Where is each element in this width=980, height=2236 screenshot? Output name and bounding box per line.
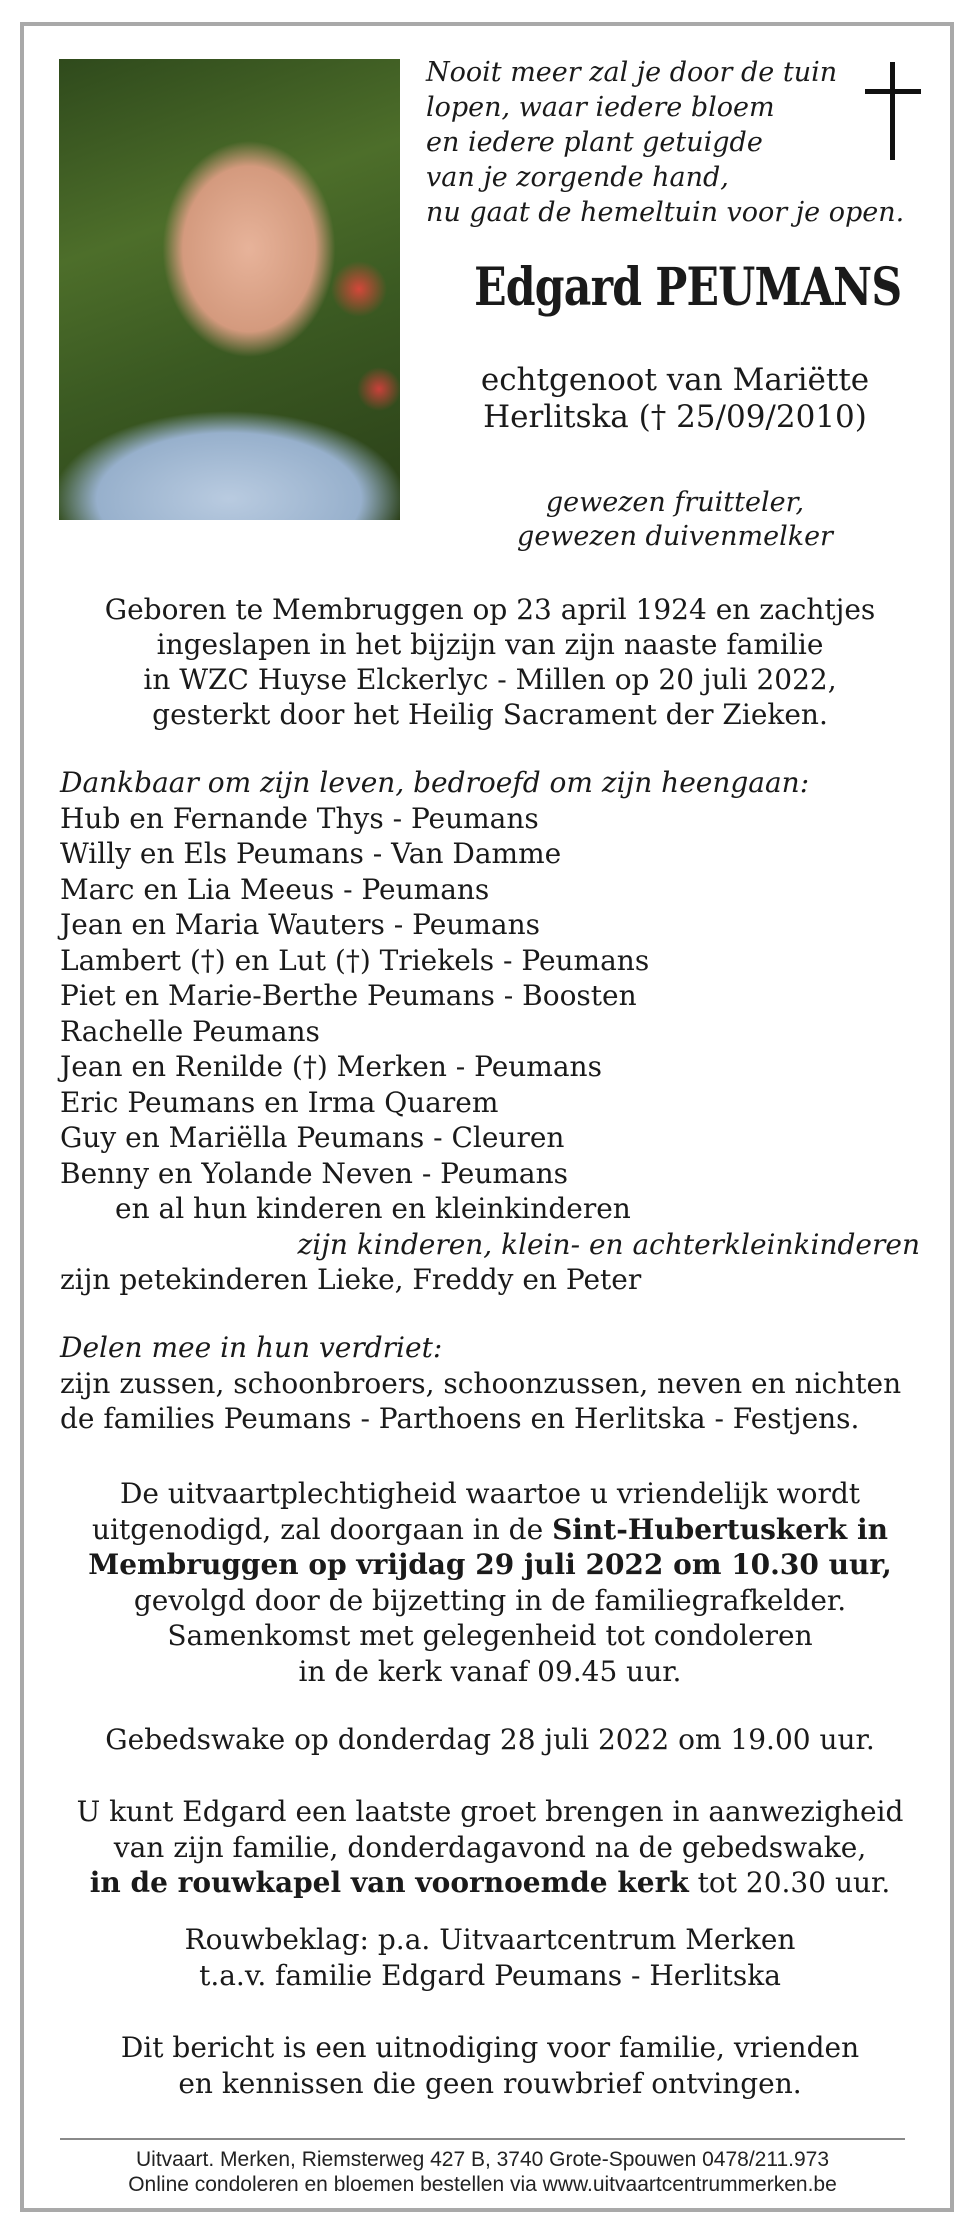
funeral-info: De uitvaartplechtigheid waartoe u vriendelijk wordt uitgenodigd, zal doorgaan in de Sint-Hubertuskerk in Membruggen op vrijdag 29 juli 2022 om 10.30 uur, gevolgd door de bijzetting in de familiegrafkelder. Samenkomst met gelegenheid tot condoleren in de kerk vanaf 09.45 uur.: [88, 1477, 892, 1688]
mourner-name: Hub en Fernande Thys - Peumans: [60, 801, 539, 835]
poem-line: nu gaat de hemeltuin voor je open.: [426, 197, 905, 228]
mourner-name: Guy en Mariëlla Peumans - Cleuren: [60, 1121, 565, 1154]
deceased-name: Edgard PEUMANS: [474, 257, 902, 318]
cross-icon: [865, 62, 921, 162]
mourner-name: Rachelle Peumans: [60, 1014, 320, 1048]
poem-line: lopen, waar iedere bloem: [426, 92, 775, 123]
share-line: zijn zussen, schoonbroers, schoonzussen, neven en nichten: [60, 1366, 902, 1400]
poem-line: Nooit meer zal je door de tuin: [426, 57, 838, 88]
online-condolence-link[interactable]: Online condoleren en bloemen bestellen via www.uitvaartcentrummerken.be: [128, 2173, 837, 2196]
mourner-name: Jean en Maria Wauters - Peumans: [60, 908, 540, 941]
condolence-address: Rouwbeklag: p.a. Uitvaartcentrum Merken t.a.v. familie Edgard Peumans - Herlitska: [184, 1923, 796, 1992]
wake-info: Gebedswake op donderdag 28 juli 2022 om 19.00 uur.: [105, 1723, 875, 1756]
birth-death-info: Geboren te Membruggen op 23 april 1924 en zachtjes ingeslapen in het bijzijn van zijn naaste familie in WZC Huyse Elckerlyc - Millen op 20 juli 2022, gesterkt door het Heilig Sacrament der Zieken.: [104, 593, 876, 731]
mourner-name: Lambert (†) en Lut (†) Triekels - Peumans: [60, 943, 650, 977]
spouse-info: echtgenoot van Mariëtte Herlitska († 25/09/2010): [480, 362, 870, 435]
mourners-godchildren: zijn petekinderen Lieke, Freddy en Peter: [60, 1263, 642, 1296]
notice-text: Dit bericht is een uitnodiging voor familie, vrienden en kennissen die geen rouwbrief ontvingen.: [120, 2031, 860, 2100]
poem: [426, 55, 905, 230]
footer-divider: [60, 2138, 905, 2140]
mourner-name: Marc en Lia Meeus - Peumans: [60, 872, 490, 906]
visit-info: U kunt Edgard een laatste groet brengen in aanwezigheid van zijn familie, donderdagavond na de gebedswake, in de rouwkapel van voornoemde kerk tot 20.30 uur.: [76, 1795, 904, 1899]
footer: [60, 2147, 905, 2197]
mourner-name: Benny en Yolande Neven - Peumans: [60, 1156, 569, 1190]
poem-line: van je zorgende hand,: [426, 162, 729, 193]
funeral-home-address: Uitvaart. Merken, Riemsterweg 427 B, 3740 Grote-Spouwen 0478/211.973: [136, 2148, 829, 2171]
mourners-intro: Dankbaar om zijn leven, bedroefd om zijn heengaan:: [60, 766, 810, 799]
mourner-name: Eric Peumans en Irma Quarem: [60, 1085, 499, 1119]
occupation: gewezen fruitteler, gewezen duivenmelker: [517, 487, 833, 552]
share-line: de families Peumans - Parthoens en Herlitska - Festjens.: [60, 1402, 860, 1435]
mourner-name: Willy en Els Peumans - Van Damme: [60, 837, 562, 870]
share-intro: Delen mee in hun verdriet:: [60, 1331, 443, 1364]
mourners-kids: en al hun kinderen en kleinkinderen: [115, 1192, 631, 1225]
mourners-list: [60, 765, 940, 1298]
mourners-grandkids: zijn kinderen, klein- en achterkleinkinderen: [297, 1227, 920, 1261]
portrait-photo: [59, 59, 400, 520]
mourner-name: Jean en Renilde (†) Merken - Peumans: [60, 1050, 602, 1083]
mourner-name: Piet en Marie-Berthe Peumans - Boosten: [60, 979, 637, 1012]
poem-line: en iedere plant getuigde: [426, 127, 763, 158]
sharing-grief: [60, 1330, 940, 1437]
